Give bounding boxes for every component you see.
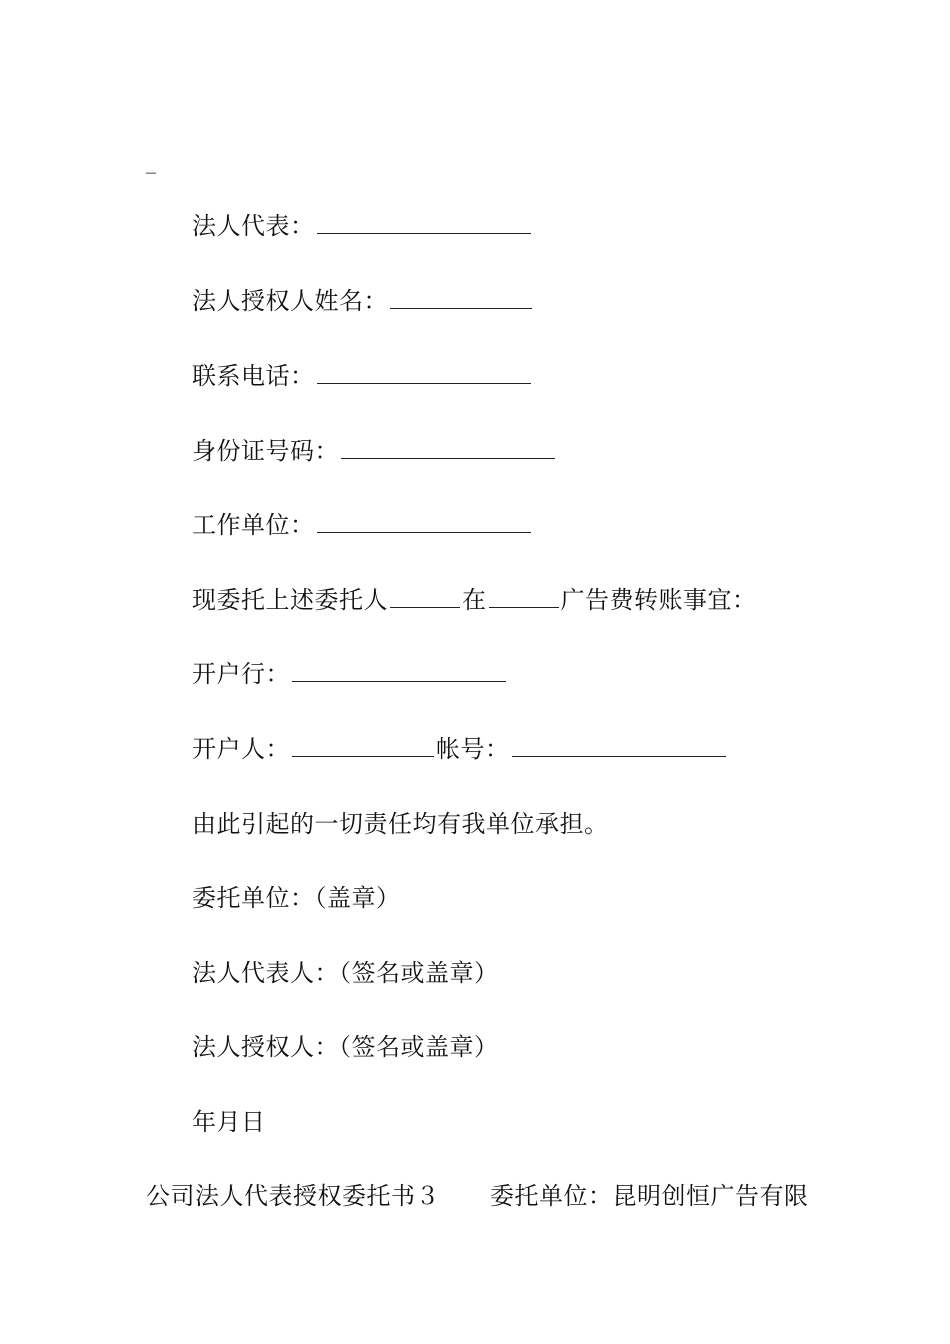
entrust-place-blank[interactable] <box>489 587 559 608</box>
legal-rep-sign: 法人代表人：（签名或盖章） <box>192 959 499 987</box>
entrust-line <box>192 584 757 616</box>
bank-blank[interactable] <box>292 661 506 682</box>
holder-blank[interactable] <box>292 736 434 757</box>
header-mark: _ <box>146 150 156 174</box>
footer-next: 委托单位：昆明创恒广告有限 <box>490 1182 809 1210</box>
work-unit-label: 工作单位： <box>192 511 315 539</box>
id-number-label: 身份证号码： <box>192 437 339 465</box>
legal-rep-label: 法人代表： <box>192 212 315 240</box>
bank-label: 开户行： <box>192 660 290 688</box>
account-label: 帐号： <box>436 735 510 763</box>
responsibility-line: 由此引起的一切责任均有我单位承担。 <box>192 810 609 838</box>
footer-title: 公司法人代表授权委托书３ <box>146 1182 440 1210</box>
authorized-sign: 法人授权人：（签名或盖章） <box>192 1033 499 1061</box>
id-number-line <box>192 435 557 467</box>
phone-line <box>192 360 533 392</box>
footer-line <box>146 1180 809 1212</box>
authorized-name-blank[interactable] <box>390 288 532 309</box>
date-line: 年月日 <box>192 1108 266 1136</box>
account-blank[interactable] <box>512 736 726 757</box>
phone-blank[interactable] <box>317 363 531 384</box>
authorized-name-label: 法人授权人姓名： <box>192 287 388 315</box>
holder-label: 开户人： <box>192 735 290 763</box>
work-unit-blank[interactable] <box>317 512 531 533</box>
bank-line <box>192 658 508 690</box>
entrust-person-blank[interactable] <box>390 587 460 608</box>
authorized-name-line <box>192 285 534 317</box>
entrust-text-1: 现委托上述委托人 <box>192 586 388 614</box>
id-number-blank[interactable] <box>341 438 555 459</box>
legal-rep-blank[interactable] <box>317 213 531 234</box>
entrusting-unit-sign: 委托单位：（盖章） <box>192 884 401 912</box>
phone-label: 联系电话： <box>192 362 315 390</box>
entrust-text-3: 广告费转账事宜： <box>560 586 757 614</box>
holder-line <box>192 733 728 765</box>
legal-rep-line <box>192 210 533 242</box>
work-unit-line <box>192 509 533 541</box>
entrust-text-2: 在 <box>462 586 487 614</box>
